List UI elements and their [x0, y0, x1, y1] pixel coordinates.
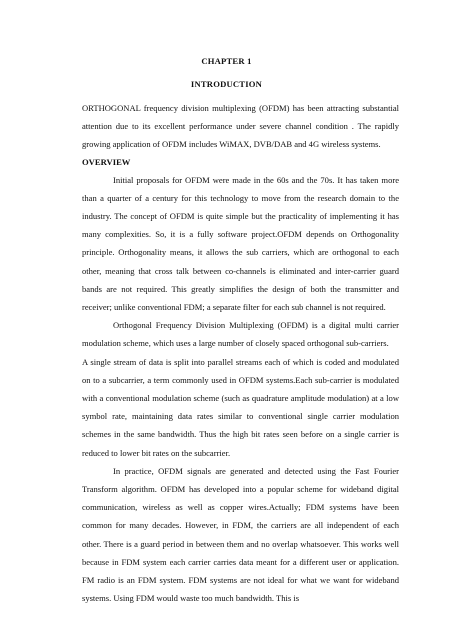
chapter-title: INTRODUCTION — [190, 79, 263, 89]
document-body — [82, 99, 399, 607]
intro-paragraph: ORTHOGONAL frequency division multiplexing (OFDM) has been attracting substantial attention due to its excellent performance under severe channel condition . The rapidly growing application of OFDM includes WiMAX, DVB/DAB and 4G wireless systems. — [82, 103, 399, 150]
overview-paragraph-3: A single stream of data is split into parallel streams each of which is coded and modulated on to a subcarrier, a term commonly used in OFDM systems.Each sub-carrier is modulated with a conventional modulation scheme (such as quadrature amplitude modulation) at a low symbol rate, maintaining data rates similar to conventional single carrier modulation schemes in the same bandwidth. Thus the high bit rates seen before on a single carrier is reduced to lower bit rates on the subcarrier. — [82, 356, 399, 458]
overview-heading: OVERVIEW — [82, 156, 131, 167]
overview-paragraph-4: In practice, OFDM signals are generated and detected using the Fast Fourier Transform algorithm. OFDM has developed into a popular scheme for wideband digital communication, wireless as well as copper wires.Actually; FDM systems have been common for many decades. However, in FDM, the carriers are all independent of each other. There is a guard period in between them and no overlap whatsoever. This works well because in FDM system each carrier carries data meant for a different user or application. FM radio is an FDM system. FDM systems are not ideal for what we want for wideband systems. Using FDM would waste too much bandwidth. This is — [82, 465, 399, 604]
overview-paragraph-1: Initial proposals for OFDM were made in the 60s and the 70s. It has taken more than a quarter of a century for this technology to move from the research domain to the industry. The concept of OFDM is quite simple but the practicality of implementing it has many complexities. So, it is a fully software project.OFDM depends on Orthogonality principle. Orthogonality means, it allows the sub carriers, which are orthogonal to each other, meaning that cross talk between co-channels is eliminated and inter-carrier guard bands are not required. This greatly simplifies the design of both the transmitter and receiver; unlike conventional FDM; a separate filter for each sub channel is not required. — [82, 174, 399, 313]
overview-paragraph-2: Orthogonal Frequency Division Multiplexing (OFDM) is a digital multi carrier modulation scheme, which uses a large number of closely spaced orthogonal sub-carriers. — [82, 320, 399, 349]
chapter-number: CHAPTER 1 — [201, 56, 252, 66]
